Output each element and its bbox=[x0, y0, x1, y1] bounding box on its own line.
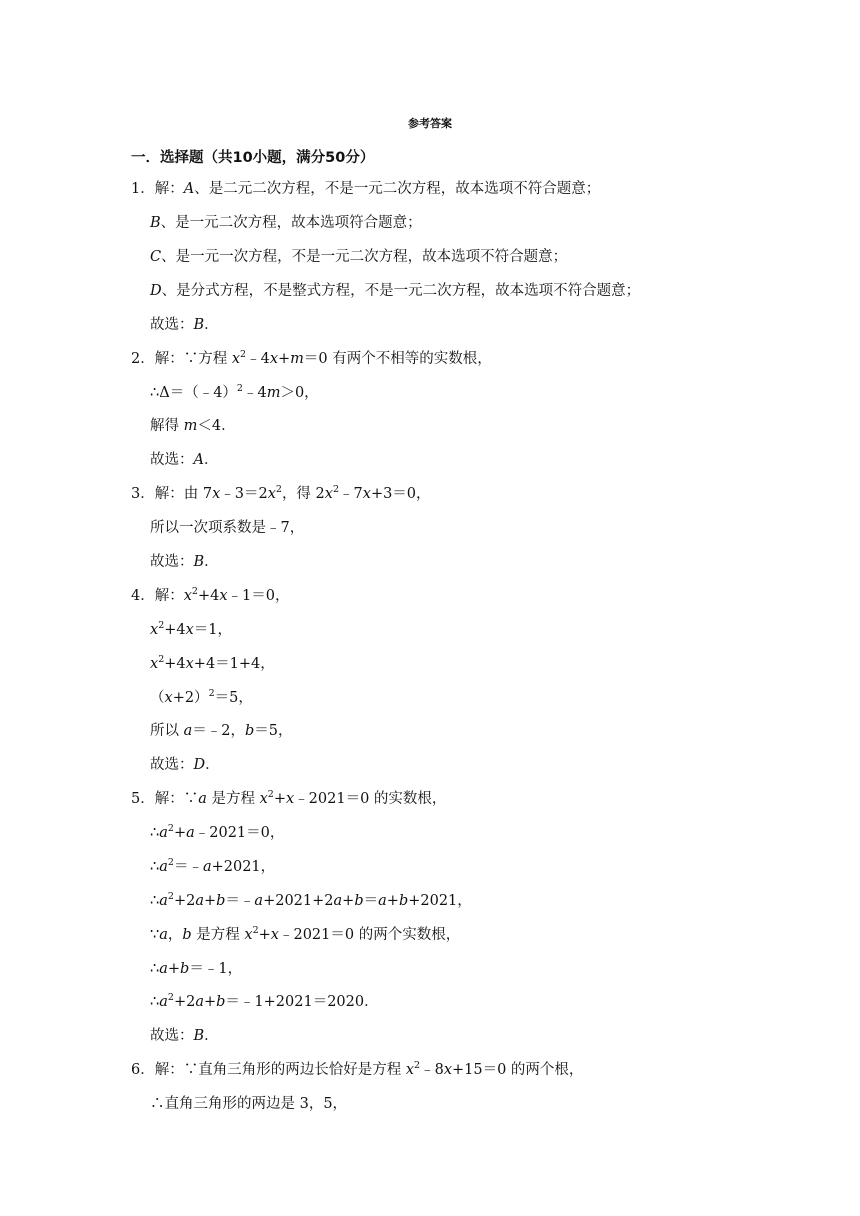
answer-line: 故选：B． bbox=[150, 317, 219, 333]
answer-line: $x^2+4x=1$， bbox=[150, 620, 233, 638]
answer-line: D、是分式方程，不是整式方程，不是一元二次方程，故本选项不符合题意； bbox=[150, 283, 641, 299]
page-title: 参考答案 bbox=[408, 117, 452, 130]
answer-line: 故选：B． bbox=[150, 554, 219, 570]
answer-line: 4．解：$x^2+4x﹣1=0$， bbox=[131, 586, 290, 604]
answer-line: $\therefore a^2+2a+b=﹣1+2021=2020$． bbox=[150, 992, 379, 1010]
answer-line: $\therefore a^2=﹣a+2021$， bbox=[150, 857, 276, 875]
section-heading: 一．选择题（共10小题，满分50分） bbox=[131, 150, 375, 166]
answer-line: 故选：A． bbox=[150, 452, 219, 468]
answer-line: ∴Δ＝（﹣4）$^2$﹣4m＞0， bbox=[150, 383, 319, 401]
answer-line: 1．解：A、是二元二次方程，不是一元二次方程，故本选项不符合题意； bbox=[131, 181, 601, 197]
answer-line: 5．解：∵a 是方程 $x^2+x﹣2021=0$ 的实数根， bbox=[131, 789, 447, 807]
answer-line: 故选：B． bbox=[150, 1028, 219, 1044]
answer-line: 所以 a＝﹣2，b＝5， bbox=[150, 723, 293, 739]
answer-line: ∵a，b 是方程 $x^2+x﹣2021=0$ 的两个实数根， bbox=[150, 925, 461, 943]
answer-line: C、是一元一次方程，不是一元二次方程，故本选项不符合题意； bbox=[150, 249, 568, 265]
answer-line: ∴a+b＝﹣1， bbox=[150, 961, 243, 977]
answer-line: 3．解：由 $7x﹣3=2x^2$，得 $2x^2﹣7x+3=0$， bbox=[131, 484, 431, 502]
answer-line: $\therefore a^2+a﹣2021=0$， bbox=[150, 823, 285, 841]
answer-line: 解得 m＜4． bbox=[150, 418, 236, 434]
answer-line: $x^2+4x+4=1+4$， bbox=[150, 654, 275, 672]
answer-line: 故选：D． bbox=[150, 757, 220, 773]
answer-line: $\therefore a^2+2a+b=﹣a+2021+2a+b=a+b+2021$， bbox=[150, 891, 472, 909]
answer-line: ∴直角三角形的两边是 3，5， bbox=[150, 1096, 348, 1112]
answer-line: 2．解：∵方程 $x^2﹣4x+m=0$ 有两个不相等的实数根， bbox=[131, 349, 492, 367]
answer-line: 6．解：∵直角三角形的两边长恰好是方程 $x^2﹣8x+15=0$ 的两个根， bbox=[131, 1060, 584, 1078]
answer-line: $(x+2)^2=5$， bbox=[150, 688, 253, 706]
answer-line: B、是一元二次方程，故本选项符合题意； bbox=[150, 215, 422, 231]
answer-line: 所以一次项系数是﹣7， bbox=[150, 520, 305, 536]
